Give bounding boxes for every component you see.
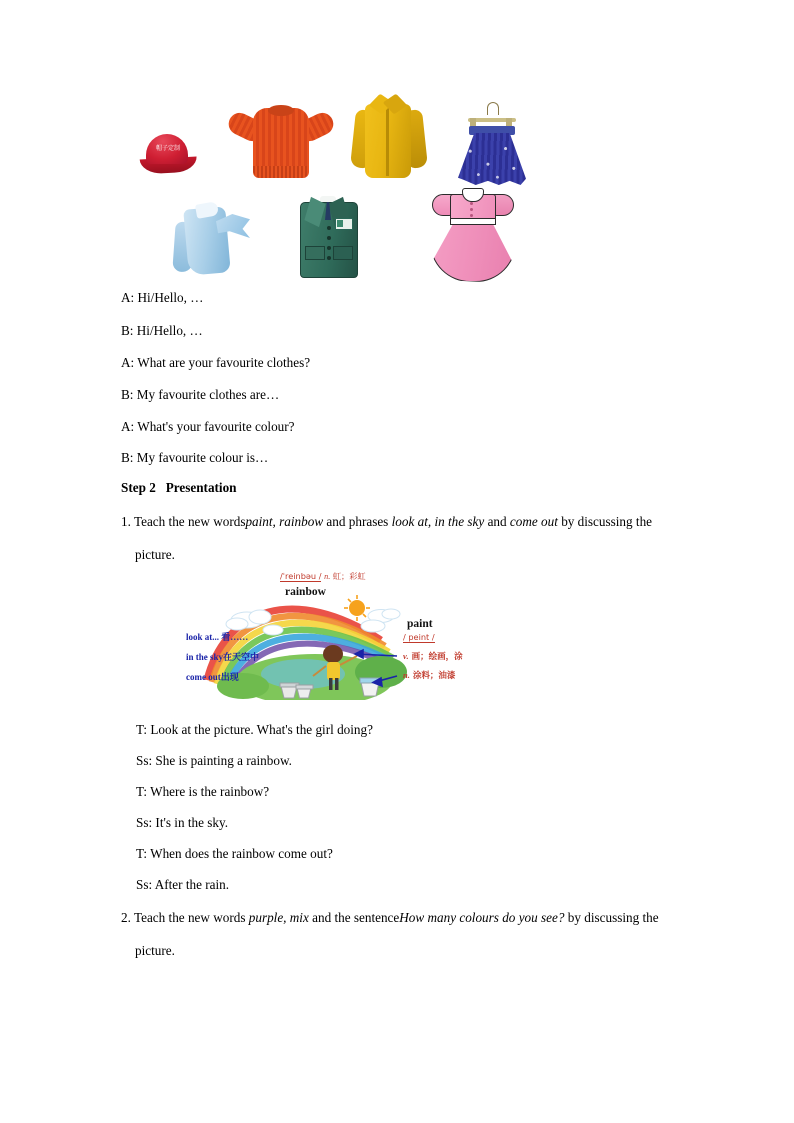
item1-text-part1: Teach the new words [133, 514, 246, 529]
teaching-item-1 [121, 505, 695, 571]
rainbow-chinese-meaning: 虹；彩虹 [332, 571, 366, 581]
dialogue-line-t1: T: Look at the picture. What's the girl doing? [136, 722, 373, 737]
rainbow-phonetic-annotation [280, 571, 366, 582]
paint-verb-definition [403, 650, 463, 662]
note-in-the-sky: in the sky在天空中 [186, 652, 260, 662]
dress-button [470, 202, 473, 205]
paint-noun-definition [403, 669, 455, 681]
item2-text-part2: and the sentence [312, 910, 400, 925]
orange-sweater-image [226, 100, 336, 182]
light-blue-blouse-image [166, 198, 254, 278]
item2-text-part3: by discussing the picture. [135, 910, 659, 958]
paint-phonetic-annotation [403, 632, 435, 642]
item2-text-part1: Teach the new words [133, 910, 246, 925]
item2-new-words: purple, mix [248, 910, 309, 925]
item1-text-part3: and [487, 514, 507, 529]
coat-right-pocket [333, 246, 353, 260]
dialogue-line-ss3: Ss: After the rain. [136, 877, 230, 892]
coat-button [327, 246, 331, 250]
yellow-shirt-image [349, 92, 429, 184]
pink-dress-image [426, 182, 518, 282]
coat-left-pocket [305, 246, 325, 260]
red-baseball-cap-image [138, 132, 200, 180]
item2-number: 2. [121, 910, 131, 925]
step2-heading [121, 481, 237, 494]
step2-label: Step 2 [121, 480, 156, 495]
dialogue-line-a1: A: Hi/Hello, … [121, 290, 204, 305]
rainbow-word-label: rainbow [285, 586, 326, 598]
coat-badge [335, 218, 353, 230]
step2-title: Presentation [165, 480, 237, 495]
paint-word-label: paint [407, 618, 433, 630]
dialogue-line-b3: B: My favourite colour is… [121, 450, 269, 465]
paint-noun-pos: n. [403, 670, 410, 680]
skirt-body [458, 133, 526, 185]
dialogue-line-b2: B: My favourite clothes are… [121, 387, 280, 402]
coat-button [327, 226, 331, 230]
dialogue-line-ss2: Ss: It's in the sky. [136, 815, 229, 830]
coat-button [327, 236, 331, 240]
note-come-out: come out出现 [186, 672, 239, 682]
item1-text-part4: by discussing the picture. [135, 514, 653, 562]
dress-skirt [430, 222, 516, 282]
paint-noun-meaning: 涂料；油漆 [412, 671, 456, 681]
dialogue-line-a3: A: What's your favourite colour? [121, 419, 295, 434]
clothing-illustration-group [121, 80, 681, 280]
item1-number: 1. [121, 514, 131, 529]
sweater-neckline [268, 105, 294, 116]
paint-phonetic-text: / peint / [403, 632, 435, 642]
rainbow-vocabulary-figure [185, 568, 475, 700]
paint-verb-meaning: 画；绘画，涂 [411, 652, 463, 662]
dialogue-line-t2: T: Where is the rainbow? [136, 784, 270, 799]
dialogue-line-a2: A: What are your favourite clothes? [121, 355, 311, 370]
teaching-item-2 [121, 901, 695, 967]
rainbow-part-of-speech: n. [324, 572, 331, 581]
coat-badge-inner [337, 220, 343, 227]
dress-button [470, 214, 473, 217]
hanger-hook [487, 102, 499, 115]
item1-text-part2: and phrases [326, 514, 389, 529]
dress-belt [450, 218, 496, 225]
green-coat-image [287, 188, 369, 280]
rainbow-phonetic-text: /ˈreinbəu / [280, 571, 322, 581]
dialogue-line-b1: B: Hi/Hello, … [121, 323, 203, 338]
paint-verb-pos: v. [403, 651, 409, 661]
shirt-placket [386, 106, 389, 176]
item1-phrases-1: look at, in the sky [391, 514, 485, 529]
item2-sentence: How many colours do you see? [399, 910, 565, 925]
note-look-at: look at... 看…… [186, 632, 249, 642]
cap-logo-text: 帽子定制 [155, 145, 180, 152]
dialogue-line-ss1: Ss: She is painting a rainbow. [136, 753, 292, 768]
blue-polka-dot-skirt-image [446, 102, 536, 190]
sweater-hem [253, 166, 309, 178]
sun-icon [349, 600, 365, 616]
dress-button [470, 208, 473, 211]
item1-phrases-2: come out [509, 514, 558, 529]
dialogue-line-t3: T: When does the rainbow come out? [136, 846, 333, 861]
coat-button [327, 256, 331, 260]
item1-new-words: paint, rainbow [245, 514, 324, 529]
